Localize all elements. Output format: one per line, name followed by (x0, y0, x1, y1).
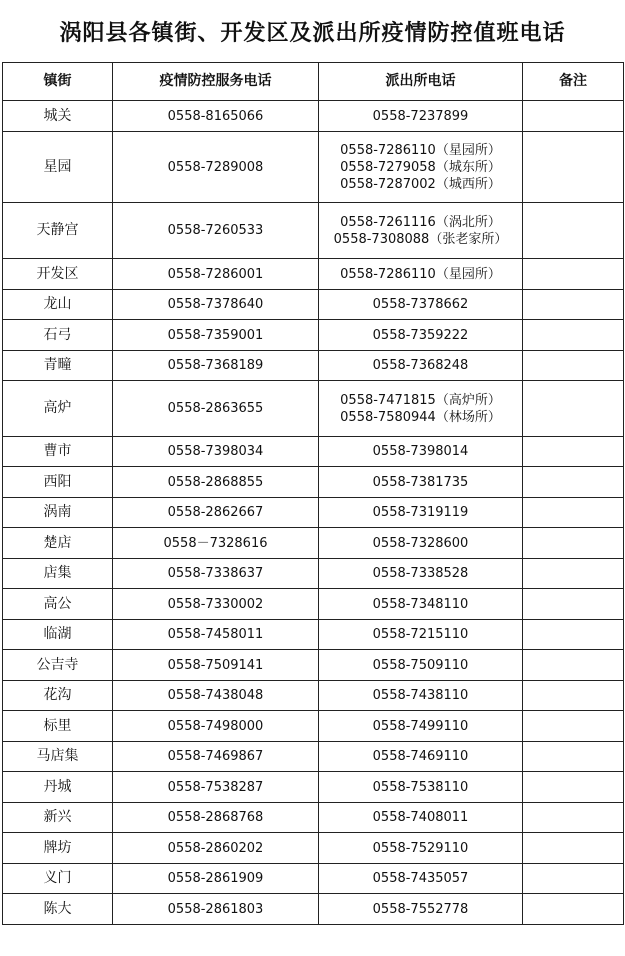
hotline-cell: 0558-7359001 (113, 320, 319, 351)
town-cell: 牌坊 (3, 833, 113, 864)
header-hotline: 疫情防控服务电话 (113, 63, 319, 101)
note-cell (523, 467, 624, 498)
town-cell: 石弓 (3, 320, 113, 351)
police-phone-line: 0558-7279058（城东所） (340, 159, 501, 175)
town-cell: 临湖 (3, 620, 113, 650)
hotline-cell: 0558-7338637 (113, 559, 319, 589)
police-cell (319, 467, 523, 498)
table-row (3, 742, 624, 772)
town-cell: 城关 (3, 101, 113, 132)
town-cell: 楚店 (3, 528, 113, 559)
police-cell (319, 320, 523, 351)
police-cell (319, 620, 523, 650)
police-phone-line: 0558-7368248 (372, 358, 469, 373)
table-row (3, 381, 624, 437)
note-cell (523, 620, 624, 650)
hotline-cell: 0558-2862667 (113, 498, 319, 528)
police-phone-line: 0558-7237899 (372, 108, 469, 124)
police-phone-line: 0558-7378662 (372, 297, 469, 312)
note-cell (523, 803, 624, 833)
page-title: 涡阳县各镇街、开发区及派出所疫情防控值班电话 (59, 19, 566, 46)
note-cell (523, 351, 624, 381)
police-phone-line: 0558-7287002（城西所） (340, 176, 501, 192)
town-cell: 开发区 (3, 259, 113, 290)
table-row (3, 559, 624, 589)
police-phone-line: 0558-7552778 (372, 901, 469, 917)
police-phone-line: 0558-7509110 (372, 657, 469, 673)
note-cell (523, 528, 624, 559)
police-cell (319, 351, 523, 381)
police-phone-line: 0558-7359222 (372, 327, 469, 343)
police-phone-line: 0558-7538110 (372, 779, 469, 795)
police-phone-line: 0558-7398014 (372, 444, 469, 459)
hotline-cell: 0558-2868768 (113, 803, 319, 833)
table-row (3, 833, 624, 864)
town-cell: 龙山 (3, 290, 113, 320)
hotline-cell: 0558-2868855 (113, 467, 319, 498)
police-phone-line: 0558-7580944（林场所） (340, 409, 501, 425)
table-row (3, 101, 624, 132)
police-phone-line: 0558-7529110 (372, 840, 469, 856)
town-cell: 义门 (3, 864, 113, 894)
town-cell: 公吉寺 (3, 650, 113, 681)
police-phone-line: 0558-7435057 (372, 871, 469, 886)
police-phone-line: 0558-7328600 (372, 535, 469, 551)
hotline-cell: 0558-7378640 (113, 290, 319, 320)
duty-phone-table (2, 62, 624, 925)
police-phone-line: 0558-7381735 (372, 474, 469, 490)
town-cell: 陈大 (3, 894, 113, 925)
note-cell (523, 101, 624, 132)
table-row (3, 864, 624, 894)
town-cell: 丹城 (3, 772, 113, 803)
note-cell (523, 437, 624, 467)
town-cell: 花沟 (3, 681, 113, 711)
table-row (3, 650, 624, 681)
table-row (3, 259, 624, 290)
police-phone-line: 0558-7308088（张老家所） (333, 231, 508, 247)
header-police: 派出所电话 (319, 63, 523, 101)
police-cell (319, 681, 523, 711)
table-row (3, 437, 624, 467)
note-cell (523, 894, 624, 925)
hotline-cell: 0558-7498000 (113, 711, 319, 742)
note-cell (523, 559, 624, 589)
table-row (3, 203, 624, 259)
hotline-cell: 0558-7438048 (113, 681, 319, 711)
note-cell (523, 681, 624, 711)
note-cell (523, 203, 624, 259)
town-cell: 店集 (3, 559, 113, 589)
police-phone-line: 0558-7471815（高炉所） (340, 392, 501, 408)
note-cell (523, 259, 624, 290)
town-cell: 高炉 (3, 381, 113, 437)
table-row (3, 132, 624, 203)
hotline-cell: 0558-8165066 (113, 101, 319, 132)
hotline-cell: 0558-2863655 (113, 381, 319, 437)
police-cell (319, 290, 523, 320)
note-cell (523, 772, 624, 803)
note-cell (523, 864, 624, 894)
table-row (3, 803, 624, 833)
town-cell: 标里 (3, 711, 113, 742)
police-phone-line: 0558-7286110（星园所） (340, 142, 501, 158)
police-cell (319, 559, 523, 589)
hotline-cell: 0558-7398034 (113, 437, 319, 467)
police-phone-line: 0558-7319119 (372, 505, 469, 520)
town-cell: 涡南 (3, 498, 113, 528)
note-cell (523, 320, 624, 351)
police-cell (319, 528, 523, 559)
table-row (3, 351, 624, 381)
hotline-cell: 0558-7538287 (113, 772, 319, 803)
town-cell: 新兴 (3, 803, 113, 833)
police-phone-line: 0558-7338528 (372, 566, 469, 581)
table-row (3, 320, 624, 351)
police-cell (319, 589, 523, 620)
police-cell (319, 803, 523, 833)
table-row (3, 894, 624, 925)
hotline-cell: 0558-2861803 (113, 894, 319, 925)
table-row (3, 498, 624, 528)
hotline-cell: 0558-7330002 (113, 589, 319, 620)
header-town: 镇街 (3, 63, 113, 101)
table-row (3, 681, 624, 711)
police-cell (319, 650, 523, 681)
note-cell (523, 381, 624, 437)
note-cell (523, 742, 624, 772)
table-row (3, 772, 624, 803)
police-phone-line: 0558-7348110 (372, 596, 469, 612)
note-cell (523, 589, 624, 620)
police-cell (319, 132, 523, 203)
police-phone-line: 0558-7215110 (372, 627, 469, 642)
table-row (3, 711, 624, 742)
police-cell (319, 894, 523, 925)
hotline-cell: 0558-7509141 (113, 650, 319, 681)
table-row (3, 620, 624, 650)
police-cell (319, 833, 523, 864)
police-phone-line: 0558-7286110（星园所） (340, 266, 501, 282)
table-row (3, 290, 624, 320)
police-phone-line: 0558-7499110 (372, 718, 469, 734)
hotline-cell: 0558-7458011 (113, 620, 319, 650)
header-note: 备注 (523, 63, 624, 101)
note-cell (523, 711, 624, 742)
police-cell (319, 742, 523, 772)
hotline-cell: 0558-2861909 (113, 864, 319, 894)
police-cell (319, 381, 523, 437)
police-cell (319, 101, 523, 132)
town-cell: 青疃 (3, 351, 113, 381)
hotline-cell: 0558-7469867 (113, 742, 319, 772)
town-cell: 曹市 (3, 437, 113, 467)
note-cell (523, 132, 624, 203)
police-phone-line: 0558-7408011 (372, 810, 469, 825)
town-cell: 马店集 (3, 742, 113, 772)
hotline-cell: 0558－7328616 (113, 528, 319, 559)
police-cell (319, 498, 523, 528)
police-cell (319, 203, 523, 259)
hotline-cell: 0558-7286001 (113, 259, 319, 290)
town-cell: 西阳 (3, 467, 113, 498)
note-cell (523, 833, 624, 864)
police-phone-line: 0558-7438110 (372, 688, 469, 703)
police-cell (319, 259, 523, 290)
hotline-cell: 0558-7368189 (113, 351, 319, 381)
town-cell: 高公 (3, 589, 113, 620)
table-row (3, 467, 624, 498)
table-header-row (3, 63, 624, 101)
police-cell (319, 711, 523, 742)
note-cell (523, 498, 624, 528)
hotline-cell: 0558-2860202 (113, 833, 319, 864)
town-cell: 天静宫 (3, 203, 113, 259)
table-row (3, 589, 624, 620)
police-cell (319, 864, 523, 894)
police-phone-line: 0558-7261116（涡北所） (340, 214, 501, 230)
table-row (3, 528, 624, 559)
town-cell: 星园 (3, 132, 113, 203)
note-cell (523, 290, 624, 320)
hotline-cell: 0558-7260533 (113, 203, 319, 259)
police-phone-line: 0558-7469110 (372, 749, 469, 764)
note-cell (523, 650, 624, 681)
police-cell (319, 772, 523, 803)
police-cell (319, 437, 523, 467)
hotline-cell: 0558-7289008 (113, 132, 319, 203)
